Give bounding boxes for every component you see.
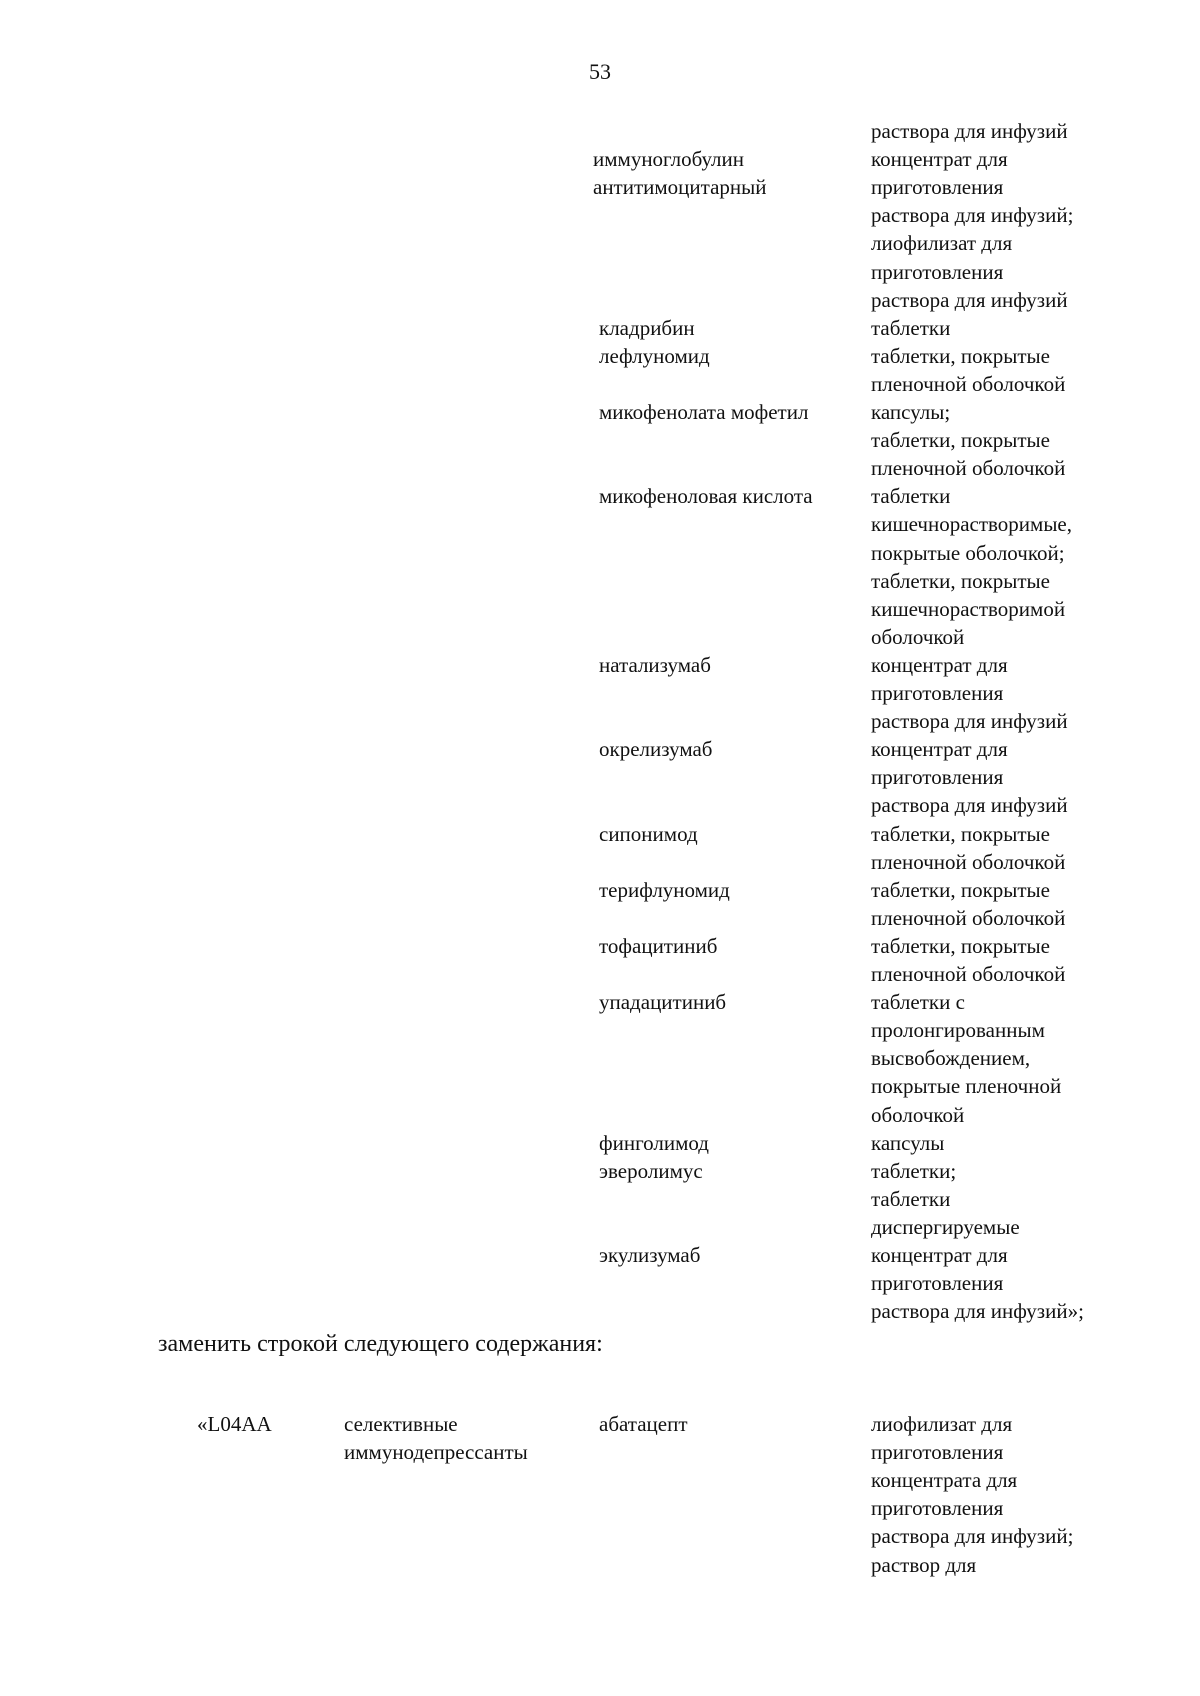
drug-name: кладрибин [599,315,695,340]
dosage-form: таблетки; [871,1158,957,1183]
dosage-form: концентрат для [871,652,1008,677]
dosage-form: раствора для инфузий; [871,1524,1074,1549]
dosage-form: пленочной оболочкой [871,849,1066,874]
dosage-form: концентрат для [871,147,1008,172]
dosage-form: кишечнорастворимой [871,596,1066,621]
dosage-form: приготовления [871,175,1004,200]
dosage-form: таблетки, покрытые [871,568,1050,593]
drug-name: окрелизумаб [599,737,713,762]
dosage-form: пролонгированным [871,1018,1045,1043]
dosage-form: приготовления [871,765,1004,790]
dosage-form: концентрата для [871,1468,1018,1493]
dosage-form: таблетки [871,1186,951,1211]
dosage-form: капсулы; [871,400,951,424]
instruction-heading: заменить строкой следующего содержания: [158,1331,603,1357]
dosage-form: покрытые пленочной [871,1074,1062,1099]
drug-name: упадацитиниб [599,990,727,1015]
dosage-form: пленочной оболочкой [871,371,1066,396]
drug-name: терифлуномид [599,877,730,902]
dosage-form: оболочкой [871,624,965,649]
group-name: селективные [344,1412,458,1436]
dosage-form: таблетки с [871,990,965,1015]
dosage-form: приготовления [871,1496,1004,1521]
atc-code: «L04AA [197,1412,272,1436]
dosage-form: раствора для инфузий [871,793,1068,818]
drug-name: микофеноловая кислота [599,484,813,509]
dosage-form: концентрат для [871,1243,1008,1267]
dosage-form: таблетки, покрытые [871,877,1050,902]
dosage-form: раствора для инфузий»; [871,1299,1084,1324]
dosage-form: раствор для [871,1552,977,1577]
dosage-form: раствора для инфузий; [871,203,1074,228]
dosage-form: кишечнорастворимые, [871,512,1073,537]
dosage-form: таблетки [871,315,951,340]
dosage-form: таблетки, покрытые [871,428,1050,453]
dosage-form: лиофилизат для [871,1412,1013,1436]
dosage-form: раствора для инфузий [871,287,1068,312]
dosage-form: таблетки, покрытые [871,821,1050,846]
group-name: иммунодепрессанты [344,1440,528,1465]
drug-name: натализумаб [599,652,711,677]
page-number: 53 [589,59,611,84]
dosage-form: таблетки [871,484,951,509]
dosage-form: таблетки, покрытые [871,933,1050,958]
dosage-form: пленочной оболочкой [871,456,1066,481]
dosage-form: покрытые оболочкой; [871,540,1065,565]
dosage-form: оболочкой [871,1102,965,1127]
dosage-form: концентрат для [871,737,1008,762]
drug-name: иммуноглобулин [593,147,744,172]
dosage-form: высвобождением, [871,1046,1031,1071]
dosage-form: лиофилизат для [871,231,1013,256]
drug-name: финголимод [599,1130,709,1155]
dosage-form: диспергируемые [871,1214,1020,1239]
drug-name: абатацепт [599,1412,688,1436]
dosage-form: пленочной оболочкой [871,905,1066,930]
drug-name: антитимоцитарный [593,175,767,200]
drug-name: микофенолата мофетил [599,400,809,424]
dosage-form: приготовления [871,681,1004,705]
dosage-form: приготовления [871,259,1004,284]
drug-name: экулизумаб [599,1243,701,1267]
dosage-form: пленочной оболочкой [871,962,1066,986]
drug-name: лефлуномид [599,343,710,368]
dosage-form: приготовления [871,1440,1004,1465]
dosage-form: капсулы [871,1130,945,1155]
drug-name: сипонимод [599,821,698,846]
drug-name: тофацитиниб [599,933,718,958]
dosage-form: таблетки, покрытые [871,343,1050,368]
dosage-form: раствора для инфузий [871,119,1068,143]
drug-name: эверолимус [599,1158,703,1183]
dosage-form: раствора для инфузий [871,709,1068,734]
dosage-form: приготовления [871,1271,1004,1296]
